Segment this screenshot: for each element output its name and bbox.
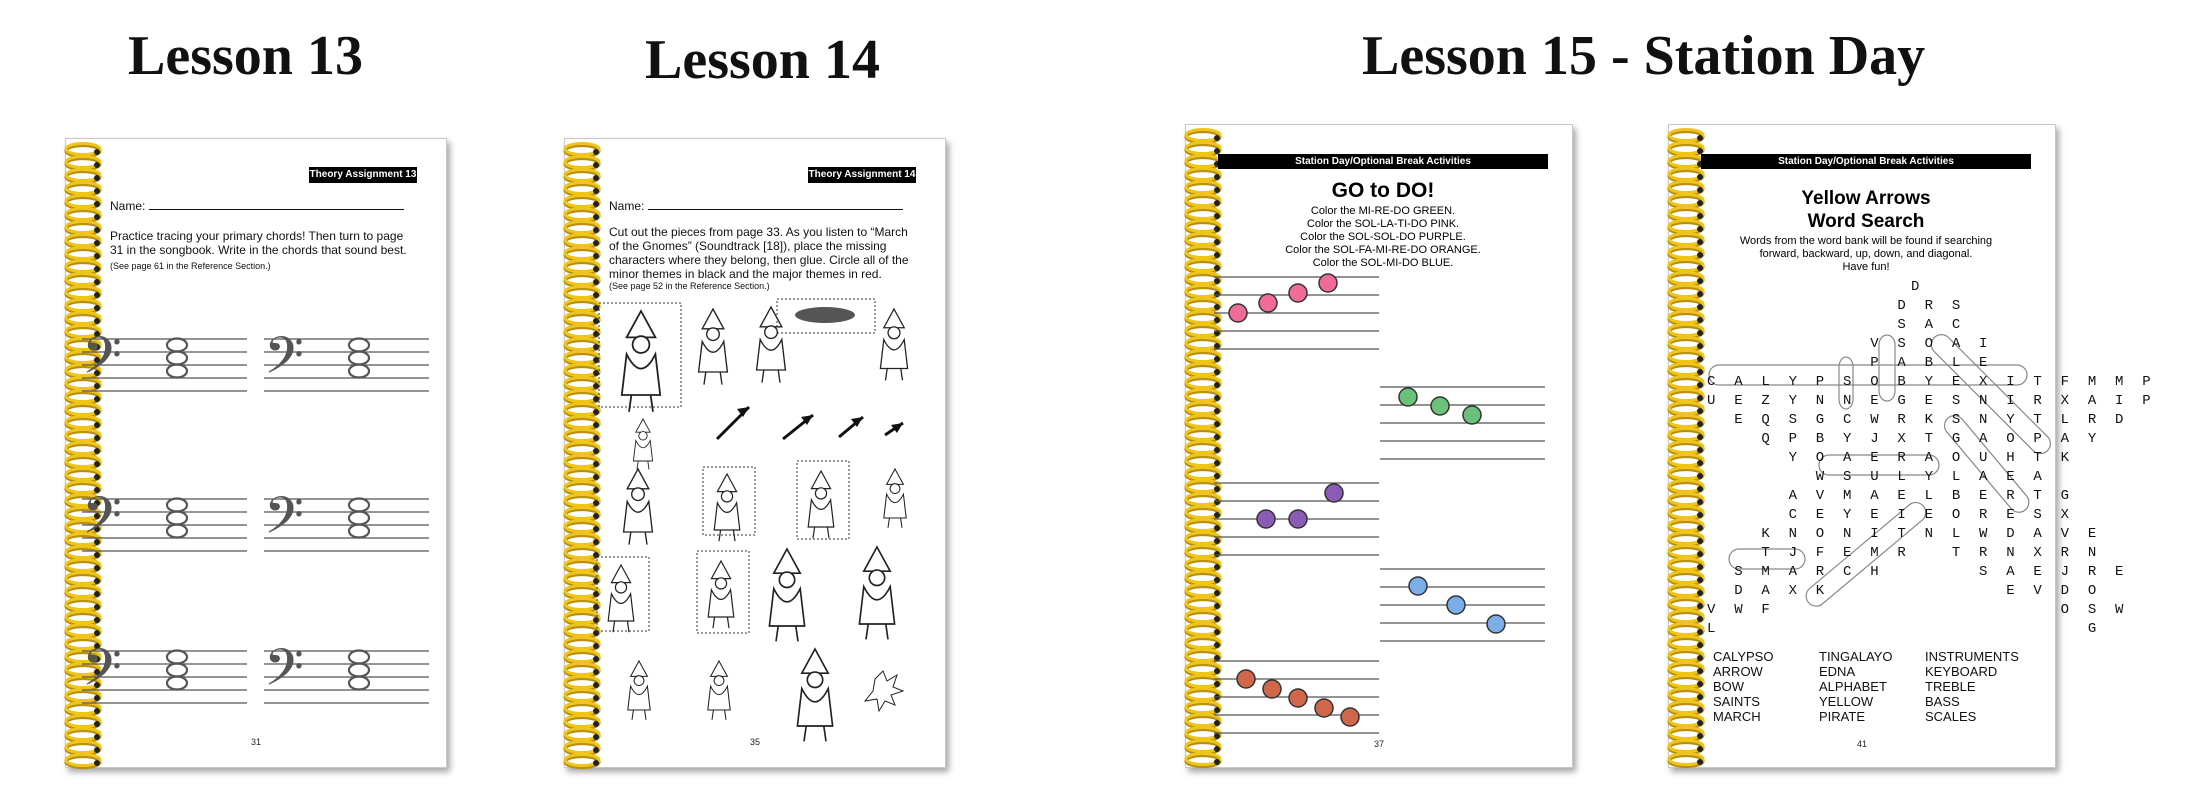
word-search-row: S M A R C H S A E J R E bbox=[1707, 564, 2129, 580]
spiral-coil bbox=[565, 183, 599, 196]
svg-text:𝄢: 𝄢 bbox=[82, 485, 122, 558]
title-line: Yellow Arrows bbox=[1801, 188, 1931, 209]
colored-note-staves bbox=[1186, 125, 1572, 767]
colored-note bbox=[1431, 397, 1449, 415]
instructions: Practice tracing your primary chords! Then turn to page 31 in the songbook. Write in the chords that sound best. bbox=[110, 229, 407, 257]
station-day-header: Station Day/Optional Break Activities bbox=[1218, 154, 1548, 169]
go-to-do-title: GO to DO! bbox=[1331, 179, 1435, 202]
gnome-figure bbox=[708, 561, 734, 628]
colored-note bbox=[1399, 388, 1417, 406]
word-bank-column-2 bbox=[1819, 649, 1892, 724]
word-bank-item: EDNA bbox=[1819, 664, 1856, 679]
spiral-coil bbox=[66, 742, 100, 755]
spiral-coil bbox=[66, 755, 100, 768]
spiral-coil bbox=[565, 729, 599, 742]
instruction-line: Color the SOL-MI-DO BLUE. bbox=[1312, 257, 1454, 269]
svg-text:𝄢: 𝄢 bbox=[82, 637, 122, 710]
word-bank-item: INSTRUMENTS bbox=[1925, 649, 2019, 664]
name-line bbox=[110, 199, 404, 213]
workbook-page-31 bbox=[65, 138, 447, 768]
instruction-line: Color the MI-RE-DO GREEN. bbox=[1310, 205, 1456, 217]
svg-text:𝄢: 𝄢 bbox=[82, 325, 122, 398]
spiral-coil bbox=[565, 742, 599, 755]
description-line: forward, backward, up, down, and diagonal. bbox=[1759, 248, 1973, 260]
word-bank-item: ARROW bbox=[1713, 664, 1763, 679]
chord-staff bbox=[82, 637, 247, 710]
spiral-coil bbox=[565, 248, 599, 261]
bass-clef-chord-staves bbox=[66, 279, 446, 719]
gnome-figure bbox=[769, 549, 804, 641]
gnome-figure bbox=[884, 469, 906, 528]
reference-note: (See page 52 in the Reference Section.) bbox=[609, 281, 770, 291]
spiral-coil bbox=[66, 157, 100, 170]
spiral-coil bbox=[66, 729, 100, 742]
page-number: 35 bbox=[750, 737, 761, 747]
word-bank-item: SCALES bbox=[1925, 709, 1977, 724]
description-line: Have fun! bbox=[1842, 261, 1890, 273]
word-search-row: D A X K E V D O bbox=[1707, 583, 2102, 599]
lesson-14-heading: Lesson 14 bbox=[645, 29, 880, 91]
word-bank-item: PIRATE bbox=[1819, 709, 1865, 724]
reference-note: (See page 61 in the Reference Section.) bbox=[110, 261, 271, 271]
instructions: Cut out the pieces from page 33. As you listen to “March of the Gnomes” (Soundtrack [18]), place the missing characters where they belong, then glue. Circle all of the minor themes in black and the major themes in red. bbox=[609, 225, 909, 281]
chord-staff bbox=[264, 637, 429, 710]
page-number: 37 bbox=[1374, 739, 1385, 749]
word-bank-item: KEYBOARD bbox=[1925, 664, 1998, 679]
name-label: Name: bbox=[110, 199, 146, 213]
colored-note bbox=[1341, 708, 1359, 726]
colored-note bbox=[1463, 406, 1481, 424]
word-bank-column-3 bbox=[1925, 649, 2019, 724]
lesson-13-heading: Lesson 13 bbox=[128, 25, 363, 87]
spiral-coil bbox=[565, 170, 599, 183]
gnome-figure bbox=[624, 469, 653, 545]
spiral-coil bbox=[565, 196, 599, 209]
word-search-row: U E Z Y N N E G E S N I R X A I P bbox=[1707, 393, 2156, 409]
word-bank-column-1 bbox=[1713, 649, 1773, 724]
colored-note bbox=[1409, 577, 1427, 595]
word-bank-item: SAINTS bbox=[1713, 694, 1760, 709]
gnome-figure bbox=[880, 309, 907, 380]
word-search-row: Q P B Y J X T G A O P A Y bbox=[1707, 431, 2102, 447]
colored-note bbox=[1237, 670, 1255, 688]
chord-staff bbox=[82, 325, 247, 398]
colored-note bbox=[1487, 615, 1505, 633]
instruction-line: Color the SOL-LA-TI-DO PINK. bbox=[1306, 218, 1460, 230]
spiral-coil bbox=[565, 755, 599, 768]
gnome-figure bbox=[757, 307, 786, 383]
word-bank-item: TREBLE bbox=[1925, 679, 1976, 694]
instruction-line: Color the SOL-FA-MI-RE-DO ORANGE. bbox=[1285, 244, 1481, 256]
theory-badge: Theory Assignment 13 bbox=[309, 167, 417, 183]
word-bank-item: BOW bbox=[1713, 679, 1745, 694]
station-day-header: Station Day/Optional Break Activities bbox=[1701, 154, 2031, 169]
gnome-figure bbox=[708, 661, 730, 720]
gnome-figure bbox=[628, 661, 650, 720]
gnome-figure bbox=[699, 309, 728, 385]
word-search-row: K N O N I T N L W D A V E bbox=[1707, 526, 2102, 542]
colored-note bbox=[1259, 294, 1277, 312]
spiral-coil bbox=[66, 261, 100, 274]
gnome-figure bbox=[808, 471, 834, 538]
colored-note bbox=[1289, 689, 1307, 707]
spiral-coil bbox=[565, 144, 599, 157]
instruction-line: Color the SOL-SOL-DO PURPLE. bbox=[1300, 231, 1466, 243]
spiral-coil bbox=[66, 170, 100, 183]
workbook-page-37 bbox=[1185, 124, 1573, 768]
spiral-coil bbox=[565, 209, 599, 222]
title-line: Word Search bbox=[1807, 211, 1925, 232]
word-search-row: Y O A E R A O U H T K bbox=[1707, 450, 2075, 466]
word-search-row: D R S bbox=[1707, 298, 1966, 314]
spiral-coil bbox=[66, 248, 100, 261]
gnome-figure bbox=[859, 547, 894, 639]
lesson-15-heading: Lesson 15 - Station Day bbox=[1362, 25, 1926, 87]
word-search-row: C A L Y P S O B Y E X I T F M M P bbox=[1707, 374, 2156, 390]
colored-note bbox=[1257, 510, 1275, 528]
word-search-row: E Q S G C W R K S N Y T L R D bbox=[1707, 412, 2129, 428]
word-search-row: W S U L Y L A E A bbox=[1707, 469, 2048, 485]
spiral-coil bbox=[565, 261, 599, 274]
word-bank-item: ALPHABET bbox=[1819, 679, 1887, 694]
colored-note bbox=[1289, 284, 1307, 302]
word-bank-item: TINGALAYO bbox=[1819, 649, 1893, 664]
word-search-row: S A C bbox=[1707, 317, 1966, 333]
description-line: Words from the word bank will be found if searching bbox=[1739, 235, 1993, 247]
chord-staff bbox=[264, 485, 429, 558]
gnome-figure bbox=[714, 474, 740, 541]
colored-note bbox=[1447, 596, 1465, 614]
page-number: 41 bbox=[1857, 739, 1868, 749]
word-bank-item: YELLOW bbox=[1819, 694, 1874, 709]
gnome-character-illustrations bbox=[565, 289, 945, 729]
word-search-row: V S O A I bbox=[1707, 336, 1993, 352]
name-label: Name: bbox=[609, 199, 645, 213]
colored-note bbox=[1325, 484, 1343, 502]
word-search-row: D bbox=[1707, 279, 1925, 295]
gnome-figure bbox=[797, 649, 832, 741]
bird-figure bbox=[795, 307, 855, 323]
word-bank-item: BASS bbox=[1925, 694, 1960, 709]
workbook-page-35 bbox=[564, 138, 946, 768]
word-search-row: P A B L E bbox=[1707, 355, 1993, 371]
chord-staff bbox=[264, 325, 429, 398]
spiral-coil bbox=[66, 196, 100, 209]
word-search-row: V W F O S W bbox=[1707, 602, 2129, 618]
workbook-page-41 bbox=[1668, 124, 2156, 768]
spiral-coil bbox=[66, 209, 100, 222]
colored-note bbox=[1315, 699, 1333, 717]
spiral-coil bbox=[66, 183, 100, 196]
svg-text:𝄢: 𝄢 bbox=[264, 637, 304, 710]
gnome-figure bbox=[633, 419, 652, 469]
word-search-row: T J F E M R T R N X R N bbox=[1707, 545, 2102, 561]
colored-note bbox=[1263, 680, 1281, 698]
word-bank-item: CALYPSO bbox=[1713, 649, 1774, 664]
theory-badge: Theory Assignment 14 bbox=[808, 167, 916, 183]
word-search-row: L G bbox=[1707, 621, 2102, 637]
svg-text:𝄢: 𝄢 bbox=[264, 485, 304, 558]
spiral-coil bbox=[565, 222, 599, 235]
word-bank-item: MARCH bbox=[1713, 709, 1761, 724]
spiral-coil bbox=[66, 144, 100, 157]
spiral-coil bbox=[66, 235, 100, 248]
cutout-box bbox=[697, 551, 749, 633]
name-line bbox=[609, 199, 903, 213]
word-search-row: C E Y E I E O R E S X bbox=[1707, 507, 2075, 523]
colored-note bbox=[1289, 510, 1307, 528]
chord-staff bbox=[82, 485, 247, 558]
spiral-coil bbox=[565, 274, 599, 287]
spiral-coil bbox=[565, 235, 599, 248]
gnome-figure bbox=[622, 311, 660, 412]
svg-text:𝄢: 𝄢 bbox=[264, 325, 304, 398]
colored-note bbox=[1319, 274, 1337, 292]
colored-note bbox=[1229, 304, 1247, 322]
word-search-row: A V M A E L B E R T G bbox=[1707, 488, 2075, 504]
spiral-coil bbox=[66, 222, 100, 235]
splash-figure bbox=[865, 671, 903, 711]
spiral-coil bbox=[565, 157, 599, 170]
gnome-figure bbox=[608, 565, 634, 632]
page-number: 31 bbox=[251, 737, 262, 747]
